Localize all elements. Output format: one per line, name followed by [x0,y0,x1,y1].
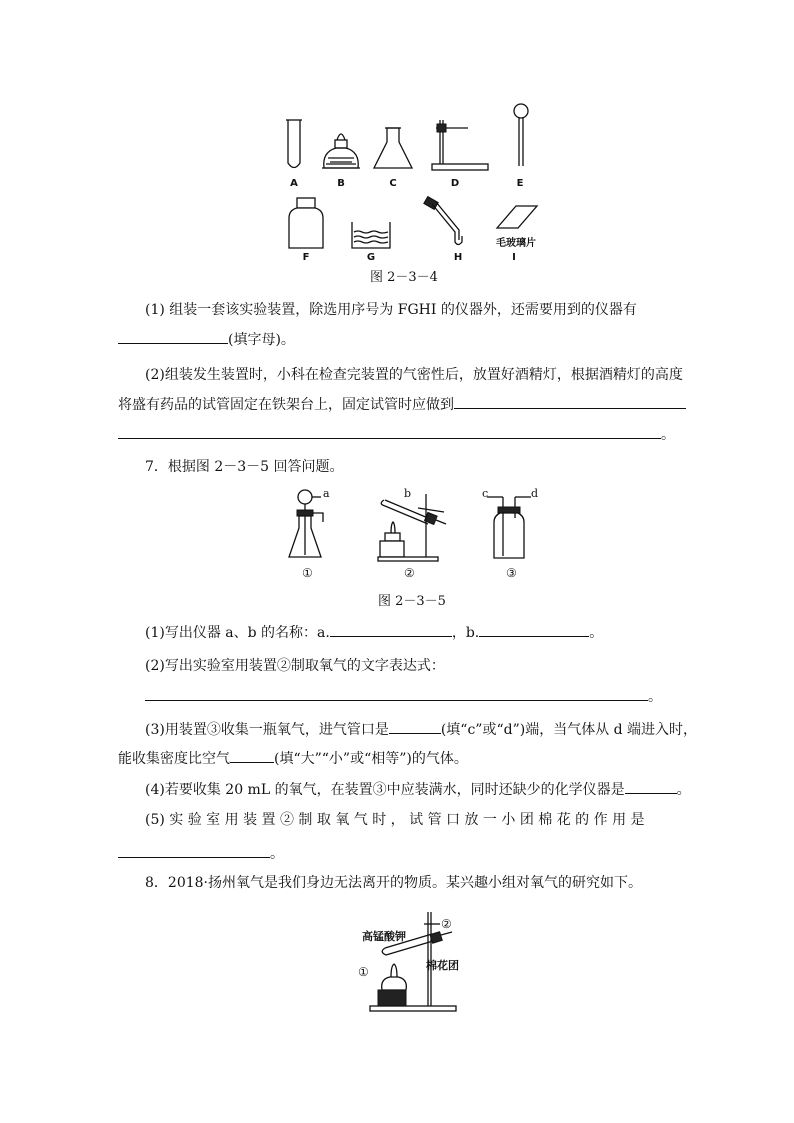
cotton-label: 棉花团 [426,959,459,972]
label-E: E [516,178,524,189]
q6-part1-line1: (1) 组装一套该实验装置，除选用序号为 FGHI 的仪器外，还需要用到的仪器有 [145,302,637,318]
label-a: a [323,487,330,500]
reagent-label: 高锰酸钾 [362,930,406,943]
glass-plate-label: 毛玻璃片 [496,238,536,249]
label-F: F [302,252,310,263]
q8-title: 8．2018·扬州氧气是我们身边无法离开的物质。某兴趣小组对氧气的研究如下。 [145,875,642,891]
q7-title: 7．根据图 2－3－5 回答问题。 [145,459,344,475]
label-q8-n1: ① [358,965,369,979]
label-q8-n2: ② [441,917,452,931]
q7-part2: (2)写出实验室用装置②制取氧气的文字表达式： [145,658,445,674]
label-I: I [512,252,516,263]
q7-part5: (5) 实 验 室 用 装 置 ② 制 取 氧 气 时 ， 试 管 口 放 一 小 团 棉 花 的 作 用 是 [145,812,645,828]
label-c: c [482,487,489,500]
label-H: H [453,252,463,263]
q7-part1: (1)写出仪器 a、b 的名称：a. ，b. 。 [145,622,603,643]
q7-part5-line2: 。 [118,843,284,864]
q7-part4: (4)若要收集 20 mL 的氧气，在装置③中应装满水，同时还缺少的化学仪器是 。 [145,779,691,800]
q7-part2-line: 。 [145,686,662,707]
label-n1: ① [302,566,313,580]
q6-part2-text: 将盛有药品的试管固定在铁架台上，固定试管时应做到 [118,397,454,413]
label-G: G [366,252,376,263]
label-n3: ③ [506,566,517,580]
q7-part3-line2: 能收集密度比空气 (填“大”“小”或“相等”)的气体。 [118,748,468,769]
q6-part2-line1: (2)组装发生装置时，小科在检查完装置的气密性后，放置好酒精灯，根据酒精灯的高度 [145,367,683,383]
label-d: d [531,487,539,500]
label-b: b [404,487,412,500]
label-D: D [450,178,460,189]
label-A: A [290,178,298,189]
figure-caption-2-3-4: 图 2－3－4 [370,270,438,285]
label-n2: ② [404,566,415,580]
label-C: C [389,178,397,189]
figure-caption-2-3-5: 图 2－3－5 [378,594,446,609]
q7-part3-line1: (3)用装置③收集一瓶氧气，进气管口是 (填“c”或“d”)端，当气体从 d 端进入时， [145,719,697,740]
q6-part1-suffix: (填字母)。 [228,332,295,348]
q6-part2-line3: 。 [118,424,675,445]
label-B: B [337,178,345,189]
